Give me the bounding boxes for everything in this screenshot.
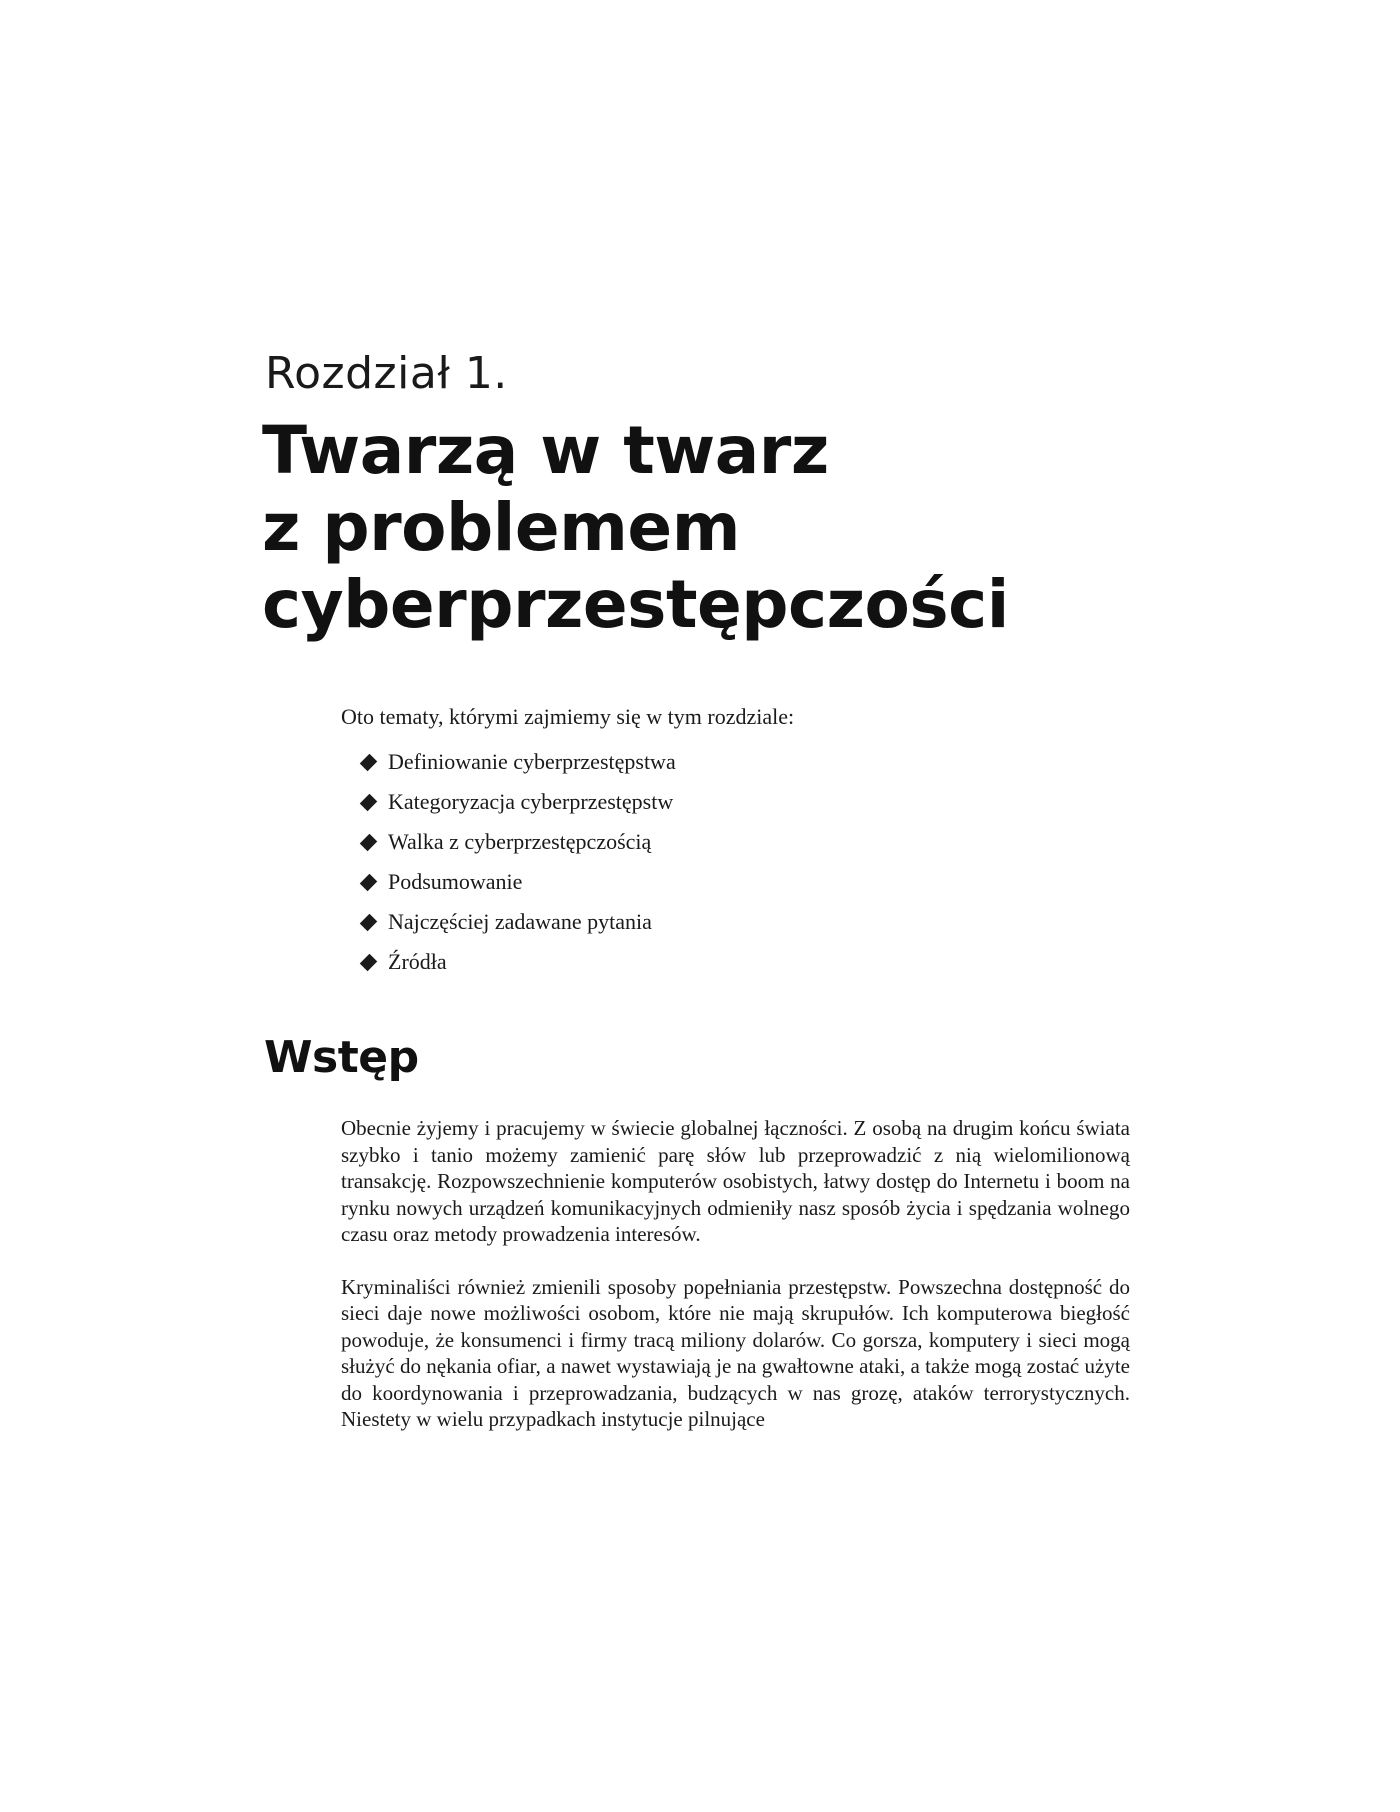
body-paragraph: Obecnie żyjemy i pracujemy w świecie globalnej łączności. Z osobą na drugim końcu świata szybko i tanio możemy zamienić parę słów lub przeprowadzić z nią wielomilionową transakcję. Rozpowszechnienie komputerów osobistych, łatwy dostęp do Internetu i boom na rynku nowych urządzeń komunikacyjnych odmieniły nasz sposób życia i spędzania wolnego czasu oraz metody prowadzenia interesów. [341, 1116, 1130, 1246]
topic-label: Źródła [388, 949, 447, 974]
body-paragraph: Kryminaliści również zmienili sposoby popełniania przestępstw. Powszechna dostępność do sieci daje nowe możliwości osobom, które nie mają skrupułów. Ich komputerowa biegłość powoduje, że konsumenci i firmy tracą miliony dolarów. Co gorsza, komputery i sieci mogą służyć do nękania ofiar, a nawet wystawiają je na gwałtowne ataki, a także mogą zostać użyte do koordynowania i przeprowadzania, budzących w nas grozę, ataków terrorystycznych. Niestety w wielu przypadkach instytucje pilnujące [341, 1274, 1130, 1431]
chapter-title [262, 412, 1009, 643]
topic-label: Najczęściej zadawane pytania [388, 909, 652, 934]
chapter-label: Rozdział 1. [265, 348, 508, 399]
topics-intro: Oto tematy, którymi zajmiemy się w tym rozdziale: [341, 704, 795, 729]
chapter-title-line: Twarzą w twarz [262, 412, 829, 489]
topic-label: Definiowanie cyberprzestępstwa [388, 749, 676, 774]
topic-label: Walka z cyberprzestępczością [388, 829, 652, 854]
diamond-bullet-icon [360, 873, 378, 891]
list-item [361, 822, 1141, 862]
diamond-bullet-icon [360, 753, 378, 771]
diamond-bullet-icon [360, 833, 378, 851]
list-item [361, 862, 1141, 902]
diamond-bullet-icon [360, 913, 378, 931]
chapter-title-line: cyberprzestępczości [262, 566, 1009, 643]
topics-list [341, 742, 1141, 982]
list-item [361, 742, 1141, 782]
list-item [361, 902, 1141, 942]
topic-label: Kategoryzacja cyberprzestępstw [388, 789, 674, 814]
chapter-title-line: z problemem [262, 489, 740, 566]
topic-label: Podsumowanie [388, 869, 523, 894]
list-item [361, 942, 1141, 982]
section-body [341, 1115, 1130, 1459]
list-item [361, 782, 1141, 822]
diamond-bullet-icon [360, 953, 378, 971]
chapter-topics [341, 703, 1141, 982]
diamond-bullet-icon [360, 793, 378, 811]
section-heading: Wstęp [264, 1032, 419, 1083]
